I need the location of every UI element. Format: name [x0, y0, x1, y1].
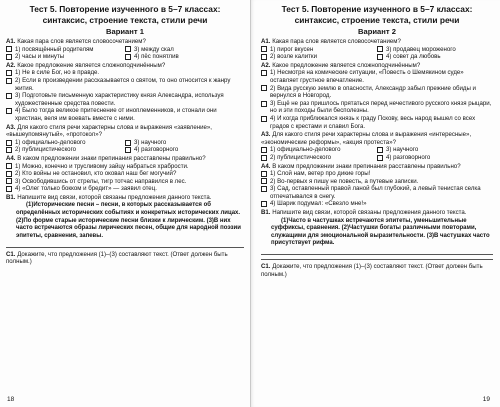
option-text: 4) разговорного: [386, 153, 431, 161]
title-line-1: Тест 5. Повторение изученного в 5–7 классах:: [29, 4, 221, 14]
question-a4: [261, 163, 493, 171]
answer-row: [261, 154, 493, 162]
option-text: 3) научного: [386, 146, 419, 154]
answer-option: [6, 107, 244, 122]
answer-checkbox[interactable]: [6, 163, 12, 169]
answer-option: [261, 53, 377, 61]
question-text: Какая пара слов является словосочетанием?: [17, 38, 146, 45]
answer-option: [261, 46, 377, 54]
option-text: 2) публицистического: [270, 153, 332, 161]
answer-checkbox[interactable]: [261, 178, 267, 184]
question-b1: [261, 209, 493, 217]
page-number: 19: [482, 396, 490, 403]
answer-checkbox[interactable]: [261, 155, 267, 161]
answer-option: [261, 69, 493, 84]
question-number: А2.: [261, 61, 271, 69]
question-c1: [261, 263, 493, 278]
option-text: 1) Можно, конечно и трусливому зайцу набраться храбрости.: [15, 162, 189, 170]
option-text: 1) пирог вкусен: [270, 45, 314, 53]
answer-option: [6, 92, 244, 107]
question-text: Какое предложение является сложноподчинённым?: [272, 61, 421, 69]
question-text: Для какого стиля речи характерны слова и выражения «интересные», «экономические реформы», «акция протеста»?: [261, 131, 472, 146]
answer-checkbox[interactable]: [6, 147, 12, 153]
answer-checkbox[interactable]: [6, 78, 12, 84]
answer-option: [261, 170, 493, 178]
answer-lines[interactable]: [6, 242, 244, 247]
question-text: Напишите вид связи, которой связаны предложения данного текста.: [272, 209, 467, 217]
answer-checkbox[interactable]: [261, 101, 267, 107]
option-text: 1) посвящённый родителям: [15, 45, 94, 53]
question-b1: [6, 194, 244, 202]
option-text: 3) научного: [134, 138, 167, 146]
answer-option: [261, 185, 493, 200]
answer-checkbox[interactable]: [6, 70, 12, 76]
answer-checkbox[interactable]: [6, 171, 12, 177]
question-text: Какая пара слов является словосочетанием?: [272, 38, 401, 45]
answer-option: [6, 46, 125, 54]
answer-checkbox[interactable]: [261, 70, 267, 76]
answer-option: [125, 139, 244, 147]
variant-heading: Вариант 2: [358, 27, 396, 36]
option-text: 4) совет да любовь: [386, 53, 441, 61]
answer-checkbox[interactable]: [125, 46, 131, 52]
answer-checkbox[interactable]: [261, 116, 267, 122]
option-text: 3) Подготовьте письменную характеристику князя Александра, используя художественные средства повести.: [15, 92, 224, 107]
page-number: 18: [7, 396, 15, 403]
answer-option: [6, 170, 244, 178]
option-text: 4) Было тогда великое притеснение от иноплеменников, и стонали они христиан, веля им воевать вместе с ними.: [15, 107, 217, 122]
question-number: А4.: [6, 154, 16, 162]
text-passage: (1)Часто в частушках встречаются эпитеты, уменьшительные суффиксы, сравнения. (2)Частушки богаты различными повторами, служащими для эмоциональной выразительности. (3)В частушках часто присутствует рифма.: [271, 217, 490, 247]
option-text: 4) Шарик подумал: «Свезло мне!»: [270, 200, 367, 208]
text-passage: (1)Исторические песни – песни, в которых рассказывается об определённых исторических событиях и конкретных исторических лицах. (2)По форме старые исторические песни близки к лирическим. (3)В них часто встречаются образы лирических песен, общие для народной поэзии эпитеты, сравнения, запевы.: [16, 202, 241, 239]
question-number: А4.: [261, 162, 271, 170]
question-a2: [261, 62, 493, 70]
answer-checkbox[interactable]: [261, 147, 267, 153]
question-a4: [6, 155, 244, 163]
answer-option: [6, 146, 125, 154]
answer-row: [6, 139, 244, 147]
option-text: 2) Во-первых я пишу не повесть, а путевые записки.: [270, 177, 419, 185]
option-text: 3) между скал: [134, 45, 174, 53]
answer-option: [6, 77, 244, 92]
question-text: Для какого стиля речи характерны слова и выражения «заявление», «вышеупомянутый», «протокол»?: [6, 123, 212, 139]
option-text: 4) И когда приближался князь к граду Пскову, весь народ вышел со всех градов с крестами и славил Бога.: [270, 114, 476, 130]
option-text: 4) «Олег только бокком и бредит» — заявил отец.: [15, 185, 157, 193]
question-number: А2.: [6, 61, 16, 69]
answer-row: [6, 53, 244, 61]
answer-line: [6, 242, 244, 247]
answer-checkbox[interactable]: [6, 54, 12, 60]
title-line-1: Тест 5. Повторение изученного в 5–7 классах:: [281, 4, 473, 14]
answer-checkbox[interactable]: [6, 186, 12, 192]
answer-option: [261, 154, 377, 162]
answer-option: [125, 46, 244, 54]
answer-option: [6, 178, 244, 186]
answer-row: [261, 53, 493, 61]
answer-checkbox[interactable]: [6, 46, 12, 52]
answer-checkbox[interactable]: [261, 171, 267, 177]
answer-checkbox[interactable]: [6, 178, 12, 184]
question-a1: [261, 38, 493, 46]
option-text: 2) Если в произведении рассказывается о святом, то оно относится к жанру жития.: [15, 76, 231, 92]
question-a3: [6, 124, 244, 139]
answer-checkbox[interactable]: [261, 201, 267, 207]
question-number: А1.: [261, 38, 271, 45]
test-title: [261, 4, 493, 25]
answer-checkbox[interactable]: [261, 186, 267, 192]
right-page: [250, 0, 500, 407]
answer-checkbox[interactable]: [125, 147, 131, 153]
answer-row: [6, 146, 244, 154]
option-text: 1) официально-делового: [15, 138, 86, 146]
answer-option: [261, 178, 493, 186]
question-text: В каком предложении знаки препинания расставлены правильно?: [17, 154, 206, 162]
variant-heading: Вариант 1: [106, 27, 144, 36]
answer-option: [6, 139, 125, 147]
answer-option: [6, 185, 244, 193]
option-text: 1) официально-делового: [270, 146, 341, 154]
answer-option: [261, 200, 493, 208]
option-text: 2) возле калитки: [270, 53, 317, 61]
answer-option: [377, 53, 493, 61]
answer-option: [6, 163, 244, 171]
answer-option: [377, 154, 493, 162]
answer-checkbox[interactable]: [6, 140, 12, 146]
option-text: 3) Ещё не раз пришлось прятаться перед нечестивого русского князя рыцари, но и эти походы были бесполезны.: [270, 99, 492, 115]
answer-option: [6, 53, 125, 61]
answer-option: [261, 100, 493, 115]
question-number: С1.: [6, 250, 16, 258]
answer-option: [261, 115, 493, 130]
answer-checkbox[interactable]: [261, 46, 267, 52]
question-number: В1.: [6, 193, 16, 201]
answer-option: [6, 69, 244, 77]
question-text: Докажите, что предложения (1)–(3) составляют текст. (Ответ должен быть полным.): [261, 263, 483, 278]
question-number: С1.: [261, 263, 271, 271]
answer-checkbox[interactable]: [261, 85, 267, 91]
answer-checkbox[interactable]: [377, 147, 383, 153]
option-text: 3) Сад, оставленный правой ланой был глубокий, а левый тенистая селка отпечатывался в снегу.: [270, 185, 481, 200]
answer-checkbox[interactable]: [6, 93, 12, 99]
question-number: А3.: [6, 123, 16, 131]
answer-checkbox[interactable]: [125, 140, 131, 146]
left-page-content: [6, 4, 244, 266]
option-text: 4) пёс понятлив: [134, 53, 179, 61]
right-page-content: [261, 4, 493, 279]
answer-option: [125, 146, 244, 154]
title-line-2: синтаксис, строение текста, стили речи: [42, 14, 208, 25]
option-text: 2) часы и минуты: [15, 53, 65, 61]
answer-checkbox[interactable]: [377, 46, 383, 52]
option-text: 3) продавец мороженого: [386, 45, 456, 53]
question-text: Напишите вид связи, которой связаны предложения данного текста.: [17, 193, 212, 201]
question-c1: [6, 251, 244, 266]
answer-lines[interactable]: [261, 250, 493, 260]
answer-line: [261, 255, 493, 260]
test-title: [6, 4, 244, 25]
answer-option: [125, 53, 244, 61]
option-text: 2) публицистического: [15, 146, 77, 154]
answer-checkbox[interactable]: [377, 155, 383, 161]
title-line-2: синтаксис, строение текста, стили речи: [294, 14, 460, 25]
question-text: Какое предложение является сложноподчинённым?: [17, 61, 166, 69]
question-a1: [6, 38, 244, 46]
answer-option: [261, 146, 377, 154]
option-text: 1) Несмотря на комические ситуации, «Повесть о Шемякином суде» оставляет грустное впечатление.: [270, 69, 464, 84]
option-text: 4) разговорного: [134, 146, 179, 154]
question-a2: [6, 62, 244, 70]
option-text: 1) Не в силе Бог, но в правде.: [15, 69, 100, 77]
question-text: Докажите, что предложения (1)–(3) составляют текст. (Ответ должен быть полным.): [6, 250, 228, 266]
option-text: 2) Вида русскую землю в опасности, Александр забыл прежние обиды и вернулся в Новгород.: [270, 84, 476, 100]
option-text: 3) Освободившись от стрелы, тигр тотчас направился в лес.: [15, 177, 187, 185]
answer-checkbox[interactable]: [377, 54, 383, 60]
answer-option: [377, 46, 493, 54]
answer-option: [377, 146, 493, 154]
question-number: А1.: [6, 38, 16, 45]
question-text: В каком предложении знаки препинания расставлены правильно?: [272, 162, 461, 170]
answer-checkbox[interactable]: [261, 54, 267, 60]
answer-row: [261, 46, 493, 54]
question-number: В1.: [261, 209, 271, 217]
option-text: 1) Слой нам, ветер про дикие горы!: [270, 170, 371, 178]
answer-checkbox[interactable]: [6, 108, 12, 114]
answer-row: [6, 46, 244, 54]
question-a3: [261, 131, 493, 146]
question-number: А3.: [261, 131, 271, 139]
answer-checkbox[interactable]: [125, 54, 131, 60]
answer-option: [261, 85, 493, 100]
option-text: 2) Кто войны не остановил, кто оковал наш бег могучий?: [15, 170, 177, 178]
answer-row: [261, 146, 493, 154]
